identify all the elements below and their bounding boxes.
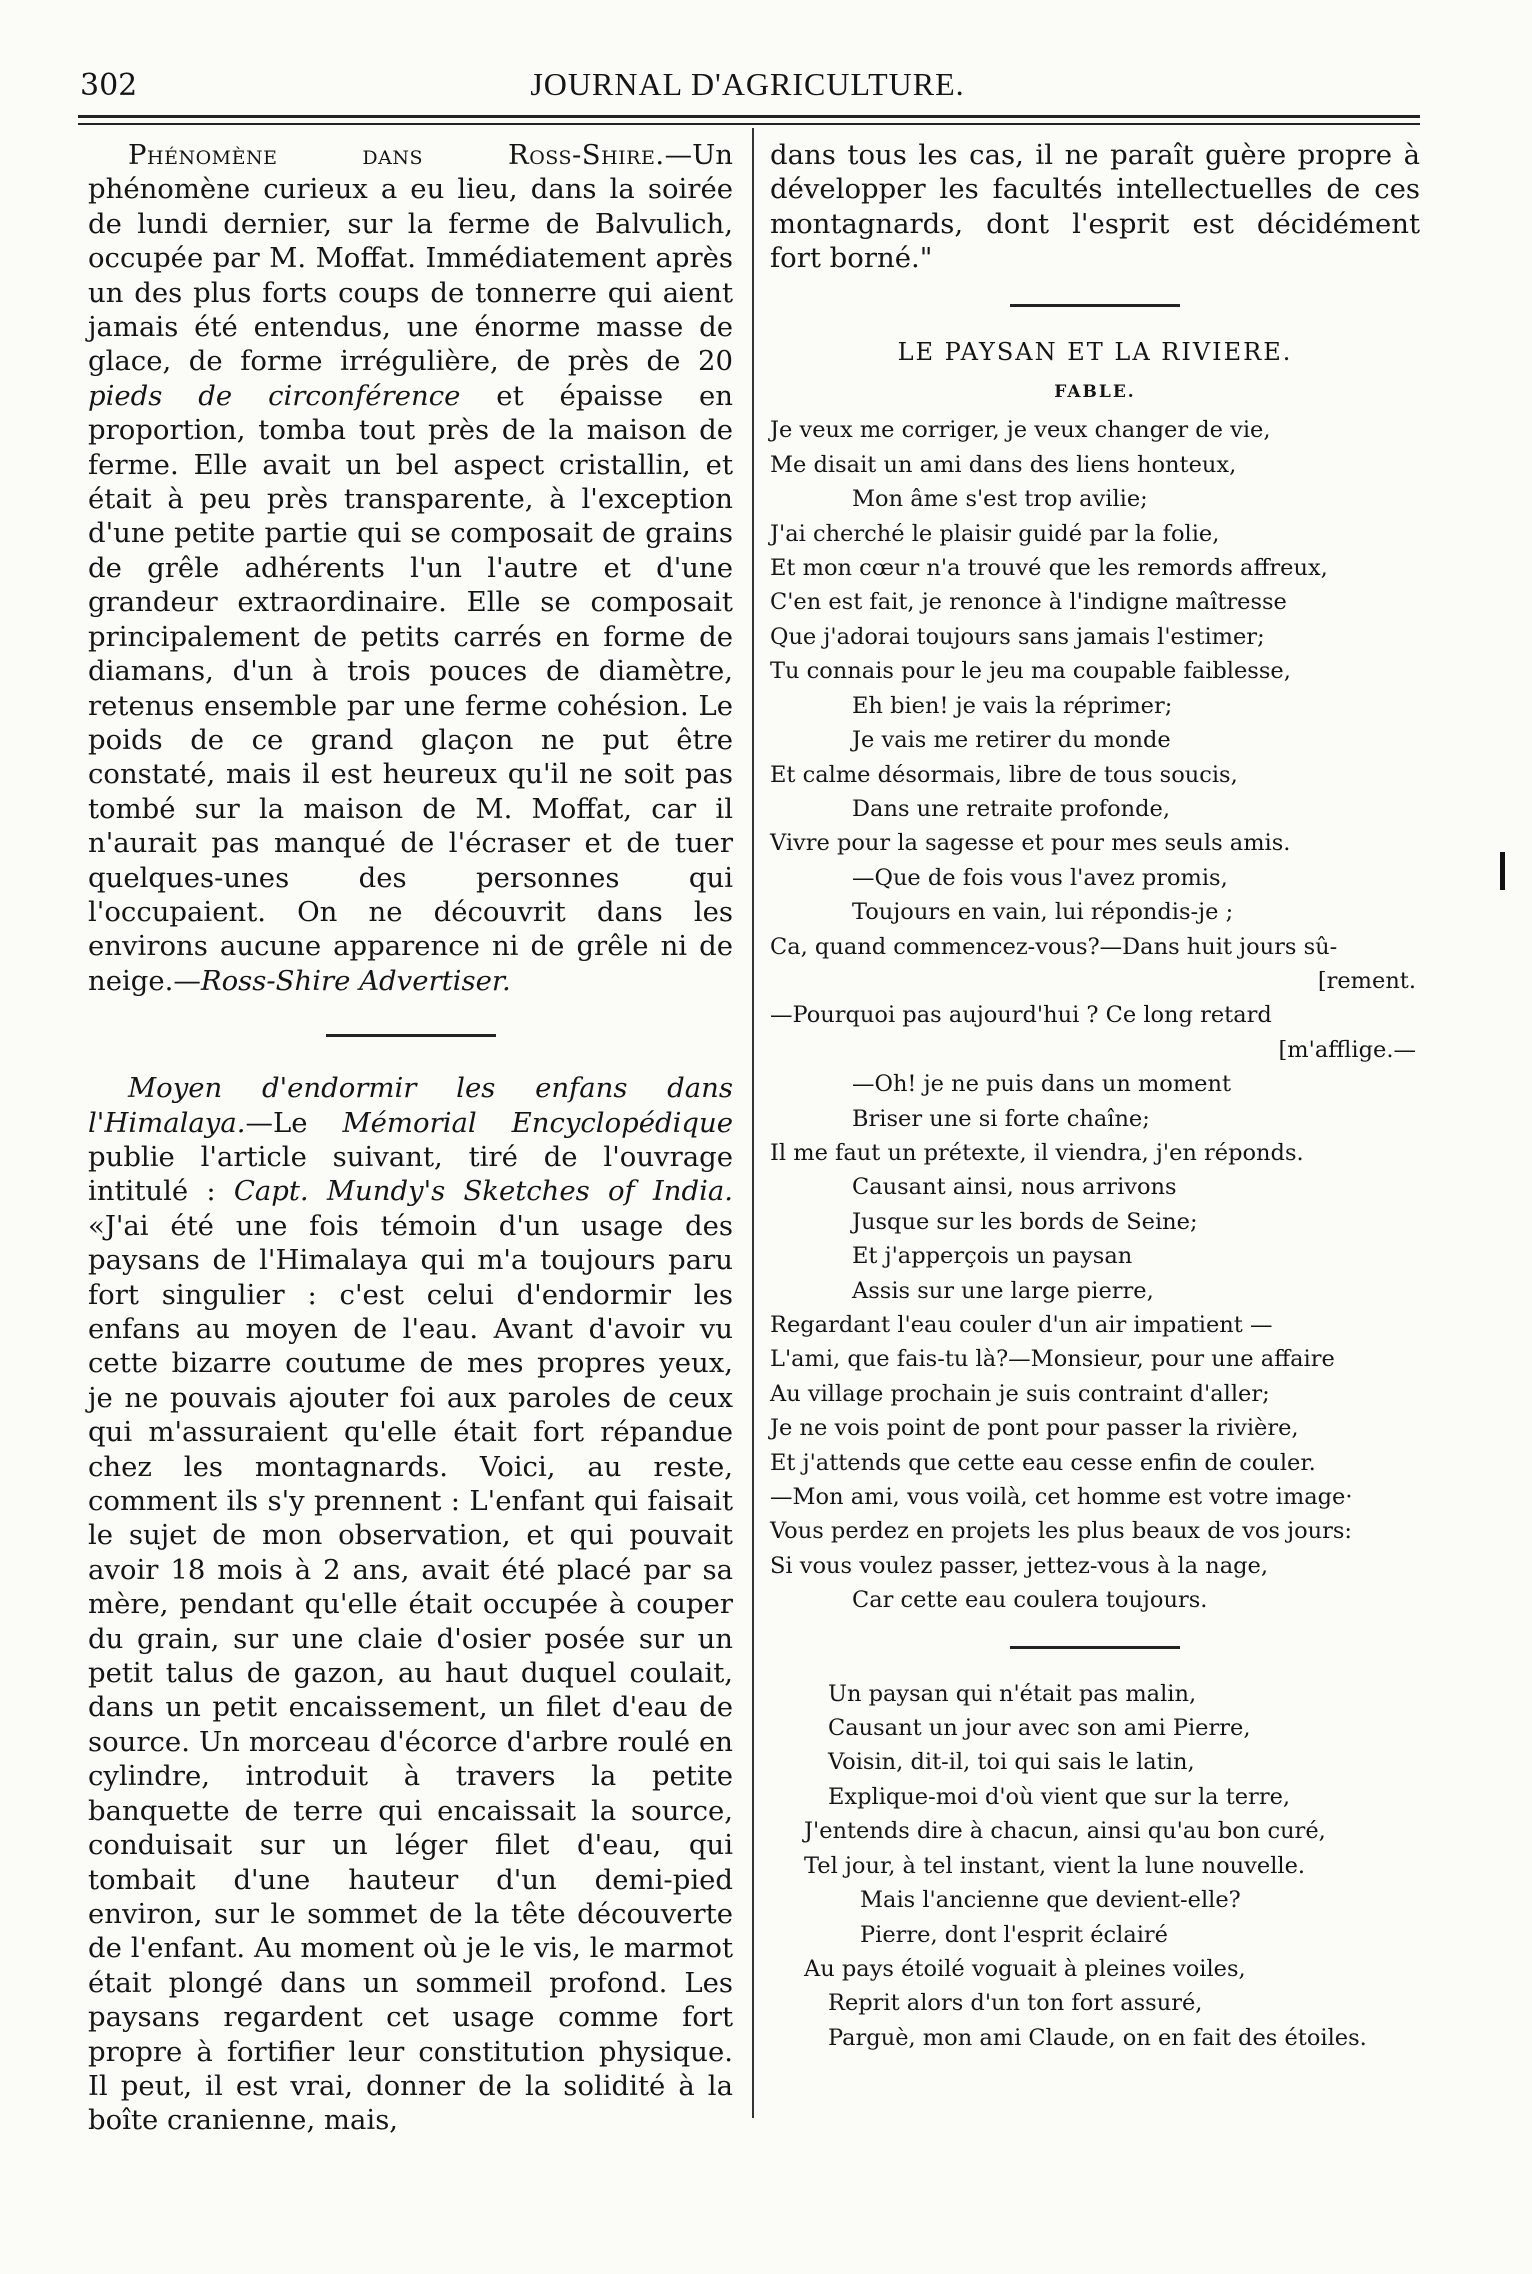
fable-line: Au village prochain je suis contraint d'aller; xyxy=(770,1380,1270,1407)
fable-line: Jusque sur les bords de Seine; xyxy=(852,1208,1198,1235)
fable-title: LE PAYSAN ET LA RIVIERE. xyxy=(897,337,1293,366)
article-body: —Un phénomène curieux a eu lieu, dans la soirée de lundi dernier, sur la ferme de Balvulich, occupée par M. Moffat. Immédiatement après un des plus forts coups de tonnerre qui aient jamais été entendus, une énorme masse de glace, de forme irrégulière, de près de 20 xyxy=(88,139,733,378)
article-italic-phrase: pieds de circonférence xyxy=(88,379,461,412)
poem-line: Voisin, dit-il, toi qui sais le latin, xyxy=(828,1749,1195,1776)
poem-line: J'entends dire à chacun, ainsi qu'au bon curé, xyxy=(804,1818,1326,1845)
article-body-continued: et épaisse en proportion, tomba tout près de la maison de ferme. Elle avait un bel aspect cristallin, et était à peu près transparente, à l'exception d'une petite partie qui se composait de grains de grêle adhérents l'un l'autre et d'une grandeur extraordinaire. Elle se composait principalement de petits carrés en forme de diamans, d'un à trois pouces de diamètre, retenus ensemble par une ferme cohésion. Le poids de ce grand glaçon ne put être constaté, mais il est heureux qu'il ne soit pas tombé sur la maison de M. Moffat, car il n'aurait pas manqué de l'écraser et de tuer quelques-unes des personnes qui l'occupaient. On ne découvrit dans les environs aucune apparence ni de grêle ni de neige.— xyxy=(88,379,733,997)
poem-line: Pierre, dont l'esprit éclairé xyxy=(860,1921,1169,1948)
fable-line: [rement. xyxy=(1317,967,1416,994)
page-header xyxy=(75,60,1420,120)
fable-line: —Pourquoi pas aujourd'hui ? Ce long retard xyxy=(770,1002,1272,1029)
article-lead: —Le xyxy=(245,1106,343,1139)
fable-line: Tu connais pour le jeu ma coupable faiblesse, xyxy=(770,658,1291,685)
right-column xyxy=(770,138,1420,2055)
fable-line: Toujours en vain, lui répondis-je ; xyxy=(852,899,1234,926)
fable-line: Me disait un ami dans des liens honteux, xyxy=(770,451,1237,478)
fable-line: Et j'attends que cette eau cesse enfin de couler. xyxy=(770,1449,1316,1476)
article-source: Ross-Shire Advertiser. xyxy=(200,964,511,997)
fable-line: Et calme désormais, libre de tous soucis, xyxy=(770,761,1238,788)
second-poem xyxy=(770,1677,1420,2055)
fable-line: C'en est fait, je renonce à l'indigne maîtresse xyxy=(770,589,1287,616)
article-source-name: Mémorial Encyclopédique xyxy=(342,1106,733,1139)
article-body: «J'ai été une fois témoin d'un usage des paysans de l'Himalaya qui m'a toujours paru fort singulier : c'est celui d'endormir les enfans au moyen de l'eau. Avant d'avoir vu cette bizarre coutume de mes propres yeux, je ne pouvais ajouter foi aux paroles de ceux qui m'assuraient qu'elle était fort répandue chez les montagnards. Voici, au reste, comment ils s'y prennent : L'enfant qui faisait le sujet de mon observation, et qui pouvait avoir 18 mois à 2 ans, avait été placé par sa mère, pendant qu'elle était occupée à couper du grain, sur une claie d'osier posée sur un petit talus de gazon, au haut duquel coulait, dans un petit encaissement, un filet d'eau de source. Un morceau d'écorce d'arbre roulé en cylindre, introduit à travers la petite banquette de terre qui encaissait la source, conduisait sur un léger filet d'eau, qui tombait d'une hauteur d'un demi-pied environ, sur le sommet de la tête découverte de l'enfant. Au moment où je le vis, le marmot était plongé dans un sommeil profond. Les paysans regardent cet usage comme fort propre à fortifier leur constitution physique. Il peut, il est vrai, donner de la solidité à la boîte cranienne, mais, xyxy=(88,1209,733,2137)
poem-separator xyxy=(1010,1646,1180,1649)
article-title: Moyen d'endormir les enfans dans l'Himalaya. xyxy=(88,1072,733,1139)
poem-line: Explique-moi d'où vient que sur la terre, xyxy=(828,1783,1291,1810)
fable-line: Dans une retraite profonde, xyxy=(852,795,1171,822)
fable-line: Que j'adorai toujours sans jamais l'estimer; xyxy=(770,623,1265,650)
fable-line: Il me faut un prétexte, il viendra, j'en réponds. xyxy=(770,1139,1304,1166)
fable-line: Vivre pour la sagesse et pour mes seuls amis. xyxy=(770,830,1291,857)
fable-line: —Mon ami, vous voilà, cet homme est votre image· xyxy=(770,1484,1353,1511)
left-column xyxy=(88,138,733,2138)
fable-line: Et mon cœur n'a trouvé que les remords affreux, xyxy=(770,555,1328,582)
fable-line: J'ai cherché le plaisir guidé par la folie, xyxy=(770,520,1220,547)
fable-line: Causant ainsi, nous arrivons xyxy=(852,1174,1177,1201)
fable-poem xyxy=(770,413,1420,1617)
article-separator xyxy=(326,1034,496,1037)
fable-line: Assis sur une large pierre, xyxy=(852,1277,1154,1304)
fable-line: Vous perdez en projets les plus beaux de vos jours: xyxy=(770,1518,1353,1545)
fable-line: —Que de fois vous l'avez promis, xyxy=(852,864,1228,891)
poem-line: Causant un jour avec son ami Pierre, xyxy=(828,1715,1251,1742)
article-continuation: dans tous les cas, il ne paraît guère propre à développer les facultés intellectuelles de ces montagnards, dont l'esprit est décidément fort borné." xyxy=(770,139,1420,275)
poem-line: Un paysan qui n'était pas malin, xyxy=(828,1680,1197,1707)
fable-line: Si vous voulez passer, jettez-vous à la nage, xyxy=(770,1552,1268,1579)
article-title: Phénomène dans Ross-Shire. xyxy=(128,139,665,171)
poem-line: Reprit alors d'un ton fort assuré, xyxy=(828,1990,1203,2017)
margin-mark xyxy=(1500,852,1505,890)
fable-line: —Oh! je ne puis dans un moment xyxy=(852,1071,1232,1098)
header-double-rule xyxy=(78,115,1420,125)
fable-line: Et j'apperçois un paysan xyxy=(852,1243,1133,1270)
fable-line: Ca, quand commencez-vous?—Dans huit jours sû- xyxy=(770,933,1338,960)
article-book-title: Capt. Mundy's Sketches of India. xyxy=(233,1175,733,1208)
page-number: 302 xyxy=(80,68,138,103)
poem-line: Mais l'ancienne que devient-elle? xyxy=(860,1887,1241,1914)
fable-line: Briser une si forte chaîne; xyxy=(852,1105,1150,1132)
poem-line: Au pays étoilé voguait à pleines voiles, xyxy=(804,1955,1246,1982)
poem-line: Tel jour, à tel instant, vient la lune nouvelle. xyxy=(804,1852,1306,1879)
fable-line: Car cette eau coulera toujours. xyxy=(852,1587,1208,1614)
column-divider xyxy=(752,128,754,2118)
fable-line: Je ne vois point de pont pour passer la rivière, xyxy=(770,1415,1299,1442)
article-separator xyxy=(1010,304,1180,307)
fable-line: Je vais me retirer du monde xyxy=(852,727,1171,754)
fable-line: Je veux me corriger, je veux changer de vie, xyxy=(770,417,1271,444)
fable-subtitle: FABLE. xyxy=(1054,382,1136,403)
fable-line: [m'afflige.— xyxy=(1278,1036,1416,1063)
fable-line: Regardant l'eau couler d'un air impatient — xyxy=(770,1312,1273,1338)
fable-line: L'ami, que fais-tu là?—Monsieur, pour une affaire xyxy=(770,1346,1335,1373)
poem-line: Parguè, mon ami Claude, on en fait des étoiles. xyxy=(828,2024,1367,2051)
journal-title: JOURNAL D'AGRICULTURE. xyxy=(530,66,965,102)
article-mid: publie l'article suivant, tiré de l'ouvrage intitulé : xyxy=(88,1140,733,1208)
fable-line: Eh bien! je vais la réprimer; xyxy=(852,692,1173,719)
article-himalaya xyxy=(88,1071,733,2138)
article-ross-shire xyxy=(88,138,733,998)
fable-line: Mon âme s'est trop avilie; xyxy=(852,486,1148,513)
